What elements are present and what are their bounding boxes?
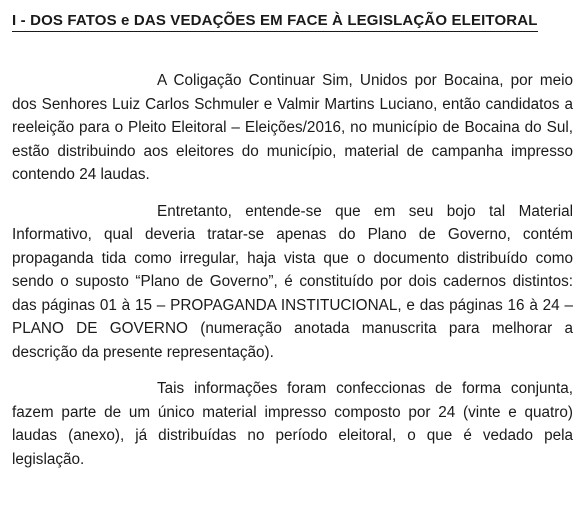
section-heading: I - DOS FATOS e DAS VEDAÇÕES EM FACE À LEGISLAÇÃO ELEITORAL <box>12 11 538 32</box>
paragraph-irregular-propaganda: Entretanto, entende-se que em seu bojo tal Material Informativo, qual deveria tratar-se apenas do Plano de Governo, contém propaganda tida como irregular, haja vista que o documento distribuído como sendo o suposto “Plano de Governo”, é constituído por dois cadernos distintos: das páginas 01 à 15 – PROPAGANDA INSTITUCIONAL, e das páginas 16 à 24 – PLANO DE GOVERNO (numeração anotada manuscrita para melhorar a descrição da presente representação). <box>12 202 573 361</box>
paragraph-facts-coalition: A Coligação Continuar Sim, Unidos por Bocaina, por meio dos Senhores Luiz Carlos Schmuler e Valmir Martins Luciano, então candidatos a reeleição para o Pleito Eleitoral – Eleições/2016, no município de Bocaina do Sul, estão distribuindo aos eleitores do município, material de campanha impresso contendo 24 laudas. <box>12 72 573 183</box>
paragraph-joint-material: Tais informações foram confeccionas de forma conjunta, fazem parte de um único material impresso composto por 24 (vinte e quatro) laudas (anexo), já distribuídas no período eleitoral, o que é vedado pela legislação. <box>12 380 573 468</box>
document-page <box>12 0 573 471</box>
